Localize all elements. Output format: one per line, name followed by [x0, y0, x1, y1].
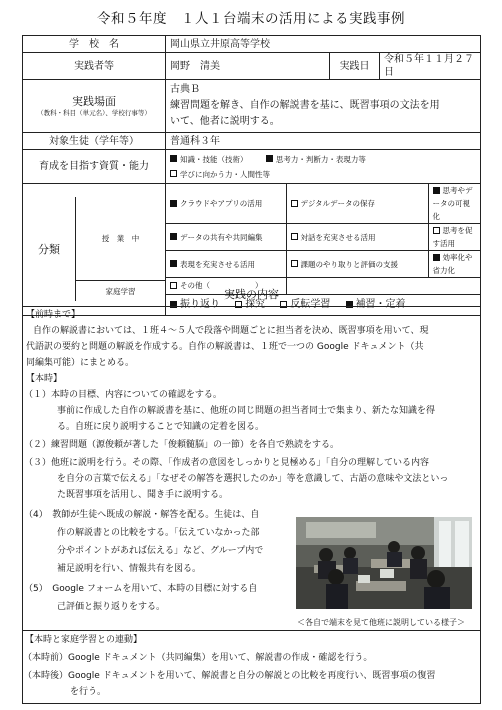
link-line-2b: を行う。 — [70, 687, 107, 697]
scene-line1: 古典Ｂ — [170, 84, 200, 95]
practitioner-value: 岡野 清美 — [166, 53, 330, 80]
date-value: 令和５年１１月２７日 — [380, 53, 481, 80]
scene-line2: 練習問題を解き、自作の解説書を基に、既習事項の文法を用 — [170, 100, 440, 111]
content-heading: 実践の内容 — [22, 284, 481, 307]
classroom-photo — [296, 517, 472, 609]
class-item-assignment: 課題のやり取りと評価の支援 — [286, 251, 428, 278]
target-value: 普通科３年 — [166, 133, 481, 150]
scene-line3: いて、他者に説明する。 — [170, 116, 280, 127]
step-4: （4） 教師が生徒へ既成の解説・解答を配る。生徒は、自 — [24, 510, 260, 520]
link-line-1: （本時前）Google ドキュメント（共同編集）を用いて、解説書の作成・確認を行う。 — [23, 653, 373, 663]
checkbox-empty-icon — [433, 227, 440, 234]
step-4c: 補足説明を行い、情報共有を図る。 — [57, 564, 202, 574]
page-title: 令和５年度 １人１台端末の活用による実践事例 — [97, 11, 405, 27]
home-item-inquiry: 探究 — [235, 299, 265, 310]
checkbox-checked-icon — [433, 254, 440, 261]
school-label: 学 校 名 — [23, 36, 166, 53]
practitioner-label: 実践者等 — [23, 53, 166, 80]
step-1a: 事前に作成した自作の解説書を基に、他班の同じ問題の担当者同士で集まり、新たな知識を得 — [57, 406, 436, 416]
home-item-flipped: 反転学習 — [280, 299, 330, 310]
checkbox-empty-icon — [291, 233, 298, 240]
school-value: 岡山県立井原高等学校 — [166, 36, 481, 53]
ability-item-attitude: 学びに向かう力・人間性等 — [170, 167, 476, 182]
checkbox-checked-icon — [170, 200, 177, 207]
class-item-other: その他（ ） — [166, 278, 286, 294]
class-item-visualize: 思考やデータの可視化 — [428, 184, 480, 224]
checkbox-empty-icon — [291, 200, 298, 207]
photo-caption: ＜各自で端末を見て他班に説明している様子＞ — [297, 618, 465, 627]
step-1b: る。自班に戻り説明することで知識の定着を図る。 — [57, 422, 265, 432]
ability-item-knowledge: 知識・技能（技術） — [170, 155, 248, 164]
date-label: 実践日 — [330, 53, 380, 80]
class-item-thinking: 思考を促す活用 — [428, 224, 480, 251]
class-item-save: デジタルデータの保存 — [286, 184, 428, 224]
classroom-illustration — [296, 517, 472, 609]
before-text-2: 代語訳の要約と問題の解説を作成する。自作の解説書は、１班で一つの Google ドキュメント（共 — [26, 342, 424, 352]
scene-label-cell — [23, 80, 166, 133]
link-line-2: （本時後）Google ドキュメントを用いて、解説書と自分の解説との比較を再度行い、既習事項の復習 — [23, 671, 436, 681]
before-text-1: 自作の解説書においては、１班４～５人で段落や問題ごとに担当者を決め、既習事項を用いて、現 — [33, 326, 429, 336]
today-heading: 【本時】 — [26, 374, 63, 384]
step-5a: 己評価と振り返りをする。 — [57, 602, 166, 612]
class-item-share: データの共有や共同編集 — [166, 224, 286, 251]
step-4a: 作の解説書との比較をする。「伝えていなかった部 — [57, 528, 260, 538]
step-3b: た既習事項を活用し、聞き手に説明する。 — [57, 490, 229, 500]
checkbox-checked-icon — [433, 187, 440, 194]
step-5: （5） Google フォームを用いて、本時の目標に対する自 — [24, 584, 258, 594]
step-1: （１）本時の目標、内容についての確認をする。 — [24, 390, 222, 400]
checkbox-checked-icon — [170, 233, 177, 240]
info-table — [22, 35, 481, 316]
class-item-expression: 表現を充実させる活用 — [166, 251, 286, 278]
checkbox-checked-icon — [170, 155, 177, 162]
abilities-label: 育成を目指す資質・能力 — [23, 150, 166, 184]
checkbox-empty-icon — [170, 170, 177, 177]
step-2: （２）練習問題（源俊頼が著した「俊頼髄脳」の一節）を各自で熟読をする。 — [24, 440, 340, 450]
step-3a: を自分の言葉で伝える」「なぜその解答を選択したのか」等を意識して、古語の意味や文法といっ — [57, 474, 449, 484]
scene-sublabel: （教科・科目（単元名）、学校行事等） — [37, 109, 151, 117]
step-3: （３）他班に説明を行う。その際、「作成者の意図をしっかりと見極める」「自分の理解している内容 — [24, 458, 430, 468]
link-heading: 【本時と家庭学習との連動】 — [25, 635, 143, 645]
scene-value — [166, 80, 481, 133]
jugyo-label: 授 業 中 — [76, 197, 166, 280]
ability-item-thinking: 思考力・判断力・表現力等 — [266, 155, 366, 164]
home-item-remedial: 補習・定着 — [346, 299, 406, 310]
class-item-cloud: クラウドやアプリの活用 — [166, 184, 286, 224]
checkbox-checked-icon — [170, 260, 177, 267]
class-item-dialog: 対話を充実させる活用 — [286, 224, 428, 251]
target-label: 対象生徒（学年等） — [23, 133, 166, 150]
class-item-efficiency: 効率化や省力化 — [428, 251, 480, 278]
before-text-3: 同編集可能）にまとめる。 — [26, 358, 135, 368]
step-4b: 分やポイントがあれば伝える」など、グループ内で — [57, 546, 264, 556]
checkbox-empty-icon — [291, 260, 298, 267]
home-item-reflection: 振り返り — [170, 299, 220, 310]
checkbox-checked-icon — [266, 155, 273, 162]
classification-label: 分類 — [23, 197, 76, 301]
section-divider — [22, 630, 481, 631]
scene-label: 実践場面 — [72, 95, 116, 108]
before-heading: 【前時まで】 — [26, 310, 81, 320]
home-label: 家庭学習 — [105, 286, 136, 296]
